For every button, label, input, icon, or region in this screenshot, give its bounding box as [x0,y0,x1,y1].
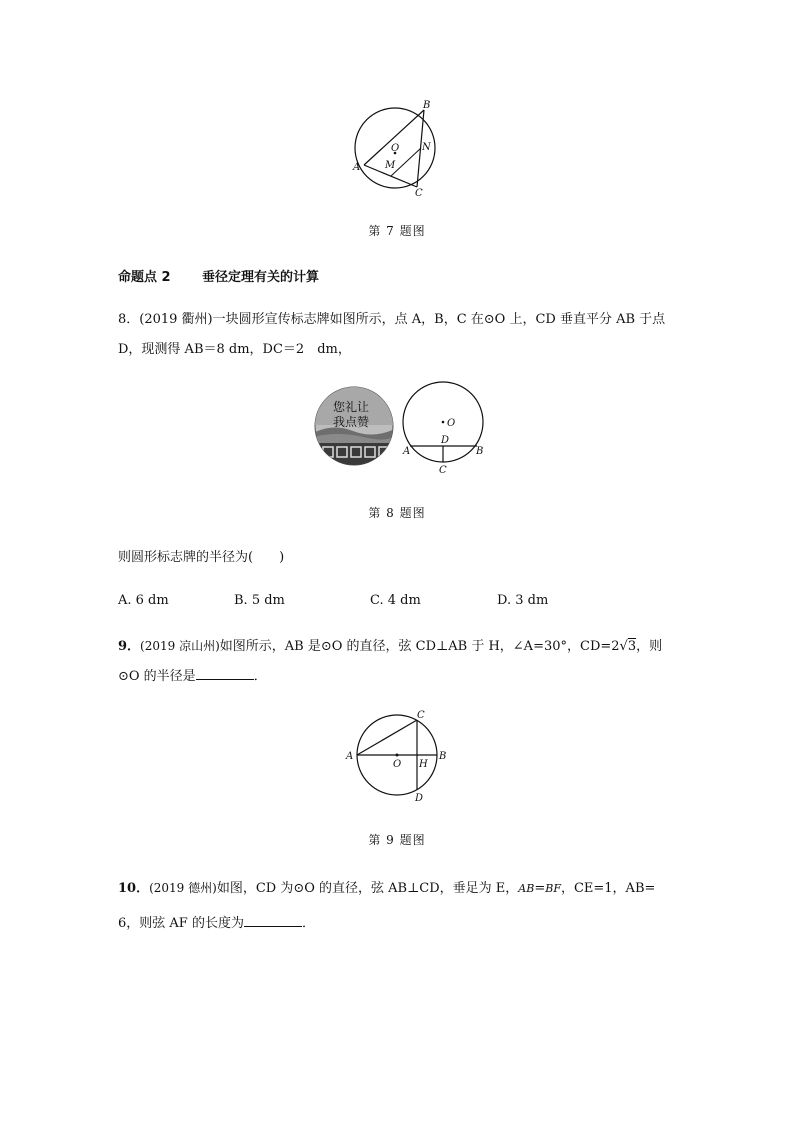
badge-line2: 我点赞 [333,415,370,429]
q9-answer-blank[interactable] [196,667,254,680]
figure-9-diagram [343,705,455,805]
q10-text2: 6，则弦 AF 的长度为 [118,916,244,931]
q10-number: 10． [118,881,150,896]
q8-text-line2: D，现测得 AB＝8 dm，DC＝2 dm， [118,342,351,357]
q10-text2-end: ． [301,916,315,931]
q9-text2: ⊙O 的半径是 [118,669,196,684]
fig8-label-a: A [403,446,411,457]
fig7-label-c: C [415,188,423,198]
fig9-chord-ac [357,720,417,755]
fig8-label-c: C [439,465,447,476]
fig8-label-b: B [476,446,484,457]
q10-arc-ab: AB [518,882,535,895]
fig9-label-h: H [419,759,428,770]
fig9-label-c: C [417,710,425,721]
q10-eq: = [534,881,546,896]
section-title: 命题点 2 [118,270,171,285]
q8-option-a: A. 6 dm [118,593,169,608]
q10-text1-end: ，CE=1，AB= [560,881,656,896]
figure-9-caption: 第 9 题图 [368,833,426,847]
fig9-label-o: O [393,759,402,770]
q10-line1 [118,879,655,898]
q9-text2-end: ． [253,669,267,684]
q10-answer-blank[interactable] [244,914,302,927]
q9-line2 [118,667,267,686]
fig7-label-a: A [353,162,361,173]
fig7-label-o: O [391,143,400,154]
fig7-label-n: N [422,142,431,153]
fig9-label-d: D [415,793,424,804]
q9-text1-end: ，则 [636,639,663,654]
q8-option-b: B. 5 dm [234,593,285,608]
q8-option-c: C. 4 dm [370,593,421,608]
q10-text1: 如图，CD 为⊙O 的直径，弦 AB⊥CD，垂足为 E， [216,881,519,896]
fig7-label-m: M [385,160,396,171]
figure-8-diagram [400,380,492,480]
fig8-center-dot [442,421,445,424]
q9-source: (2019 凉山州) [140,639,220,653]
q8-text-line1: 8．(2019 衢州)一块圆形宣传标志牌如图所示，点 A，B，C 在⊙O 上，CD 垂直平分 AB 于点 [118,312,666,327]
q9-sqrt-arg: 3 [627,639,637,654]
fig7-label-b: B [423,100,431,111]
q9-number: 9． [118,639,141,654]
q9-line1: 9．(2019 凉山州)如图所示，AB 是⊙O 的直径，弦 CD⊥AB 于 H，∠A=30°，CD=2√3，则 [118,639,663,654]
fig8-label-o: O [447,418,456,429]
fig9-center-dot [396,754,399,757]
q9-text1: 如图所示，AB 是⊙O 的直径，弦 CD⊥AB 于 H，∠A=30°，CD=2 [219,639,620,654]
figure-8-badge [313,385,395,467]
figure-7-caption: 第 7 题图 [368,224,426,238]
figure-8-caption: 第 8 题图 [368,506,426,520]
badge-line1: 您礼让 [333,400,370,414]
q8-question: 则圆形标志牌的半径为( ) [118,550,285,565]
fig8-label-d: D [441,435,450,446]
figure-7-diagram [345,98,445,198]
fig9-label-a: A [346,751,354,762]
q8-option-d: D. 3 dm [497,593,549,608]
q10-line2 [118,914,315,933]
fig9-label-b: B [439,751,447,762]
q10-arc-bf: BF [545,882,561,895]
q10-source: (2019 德州) [149,881,217,895]
section-subtitle: 垂径定理有关的计算 [202,270,320,285]
fig7-chord-ab [364,110,424,165]
